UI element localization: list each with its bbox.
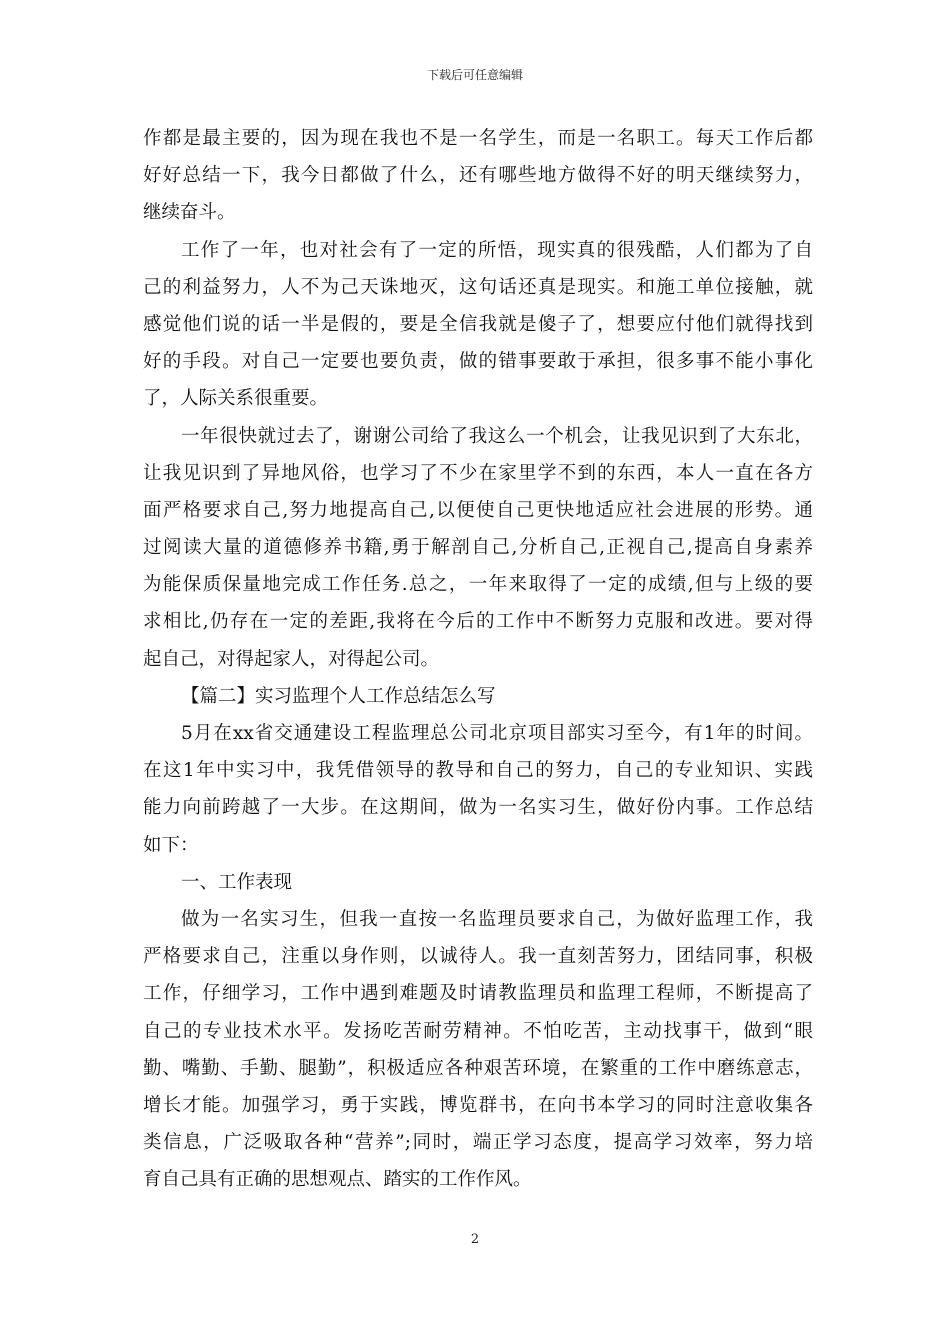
text-line: 了，人际关系很重要。 [143,388,329,410]
text-line: 勤、嘴勤、手勤、腿勤”，积极适应各种艰苦环境，在繁重的工作中磨练意志， [143,1057,813,1079]
text-line: 如下： [143,834,199,856]
text-line: 为能保质保量地完成工作任务.总之，一年来取得了一定的成绩,但与上级的要 [143,574,813,596]
text-line: 工作了一年，也对社会有了一定的所悟，现实真的很残酷，人们都为了自 [181,239,813,261]
text-line: 一年很快就过去了，谢谢公司给了我这么一个机会，让我见识到了大东北， [181,425,813,447]
page-number: 2 [470,1232,480,1247]
text-line: 增长才能。加强学习，勇于实践，博览群书，在向书本学习的同时注意收集各 [143,1094,813,1116]
text-line: 好好总结一下，我今日都做了什么，还有哪些地方做得不好的明天继续努力， [143,165,813,187]
text-line: 一、工作表现 [181,871,293,893]
text-line: 让我见识到了异地风俗，也学习了不少在家里学不到的东西，本人一直在各方 [143,462,813,484]
text-line: 做为一名实习生，但我一直按一名监理员要求自己，为做好监理工作，我 [181,908,813,930]
text-line: 5月在xx省交通建设工程监理总公司北京项目部实习至今，有1年的时间。 [181,723,813,744]
text-line: 继续奋斗。 [143,202,236,224]
text-line: 求相比,仍存在一定的差距,我将在今后的工作中不断努力克服和改进。要对得 [143,611,813,633]
text-line: 育自己具有正确的思想观点、踏实的工作作风。 [143,1169,532,1191]
page-header: 下载后可任意编辑 [426,68,523,82]
text-line: 能力向前跨越了一大步。在这期间，做为一名实习生，做好份内事。工作总结 [143,797,813,819]
text-line: 工作，仔细学习，工作中遇到难题及时请教监理员和监理工程师，不断提高了 [143,983,813,1005]
text-line: 作都是最主要的，因为现在我也不是一名学生，而是一名职工。每天工作后都 [143,128,813,149]
text-line: 感觉他们说的话一半是假的，要是全信我就是傻子了，想要应付他们就得找到 [143,313,813,335]
text-line: 【篇二】实习监理个人工作总结怎么写 [181,685,496,707]
text-line: 面严格要求自己,努力地提高自己,以便使自己更快地适应社会进展的形势。通 [143,499,813,521]
text-line: 严格要求自己，注重以身作则，以诚待人。我一直刻苦努力，团结同事，积极 [143,946,813,968]
text-line: 在这1年中实习中，我凭借领导的教导和自己的努力，自己的专业知识、实践 [143,760,813,782]
text-line: 己的利益努力，人不为己天诛地灭，这句话还真是现实。和施工单位接触，就 [143,276,813,298]
text-line: 好的手段。对自己一定要也要负责，做的错事要敢于承担，很多事不能小事化 [143,351,813,373]
text-line: 起自己，对得起家人，对得起公司。 [143,648,440,670]
document-body [143,120,813,1198]
text-line: 自己的专业技术水平。发扬吃苦耐劳精神。不怕吃苦，主动找事干，做到“眼 [143,1020,813,1042]
text-line: 过阅读大量的道德修养书籍,勇于解剖自己,分析自己,正视自己,提高自身素养 [143,537,813,559]
text-line: 类信息，广泛吸取各种“营养”;同时，端正学习态度，提高学习效率，努力培 [143,1132,813,1154]
